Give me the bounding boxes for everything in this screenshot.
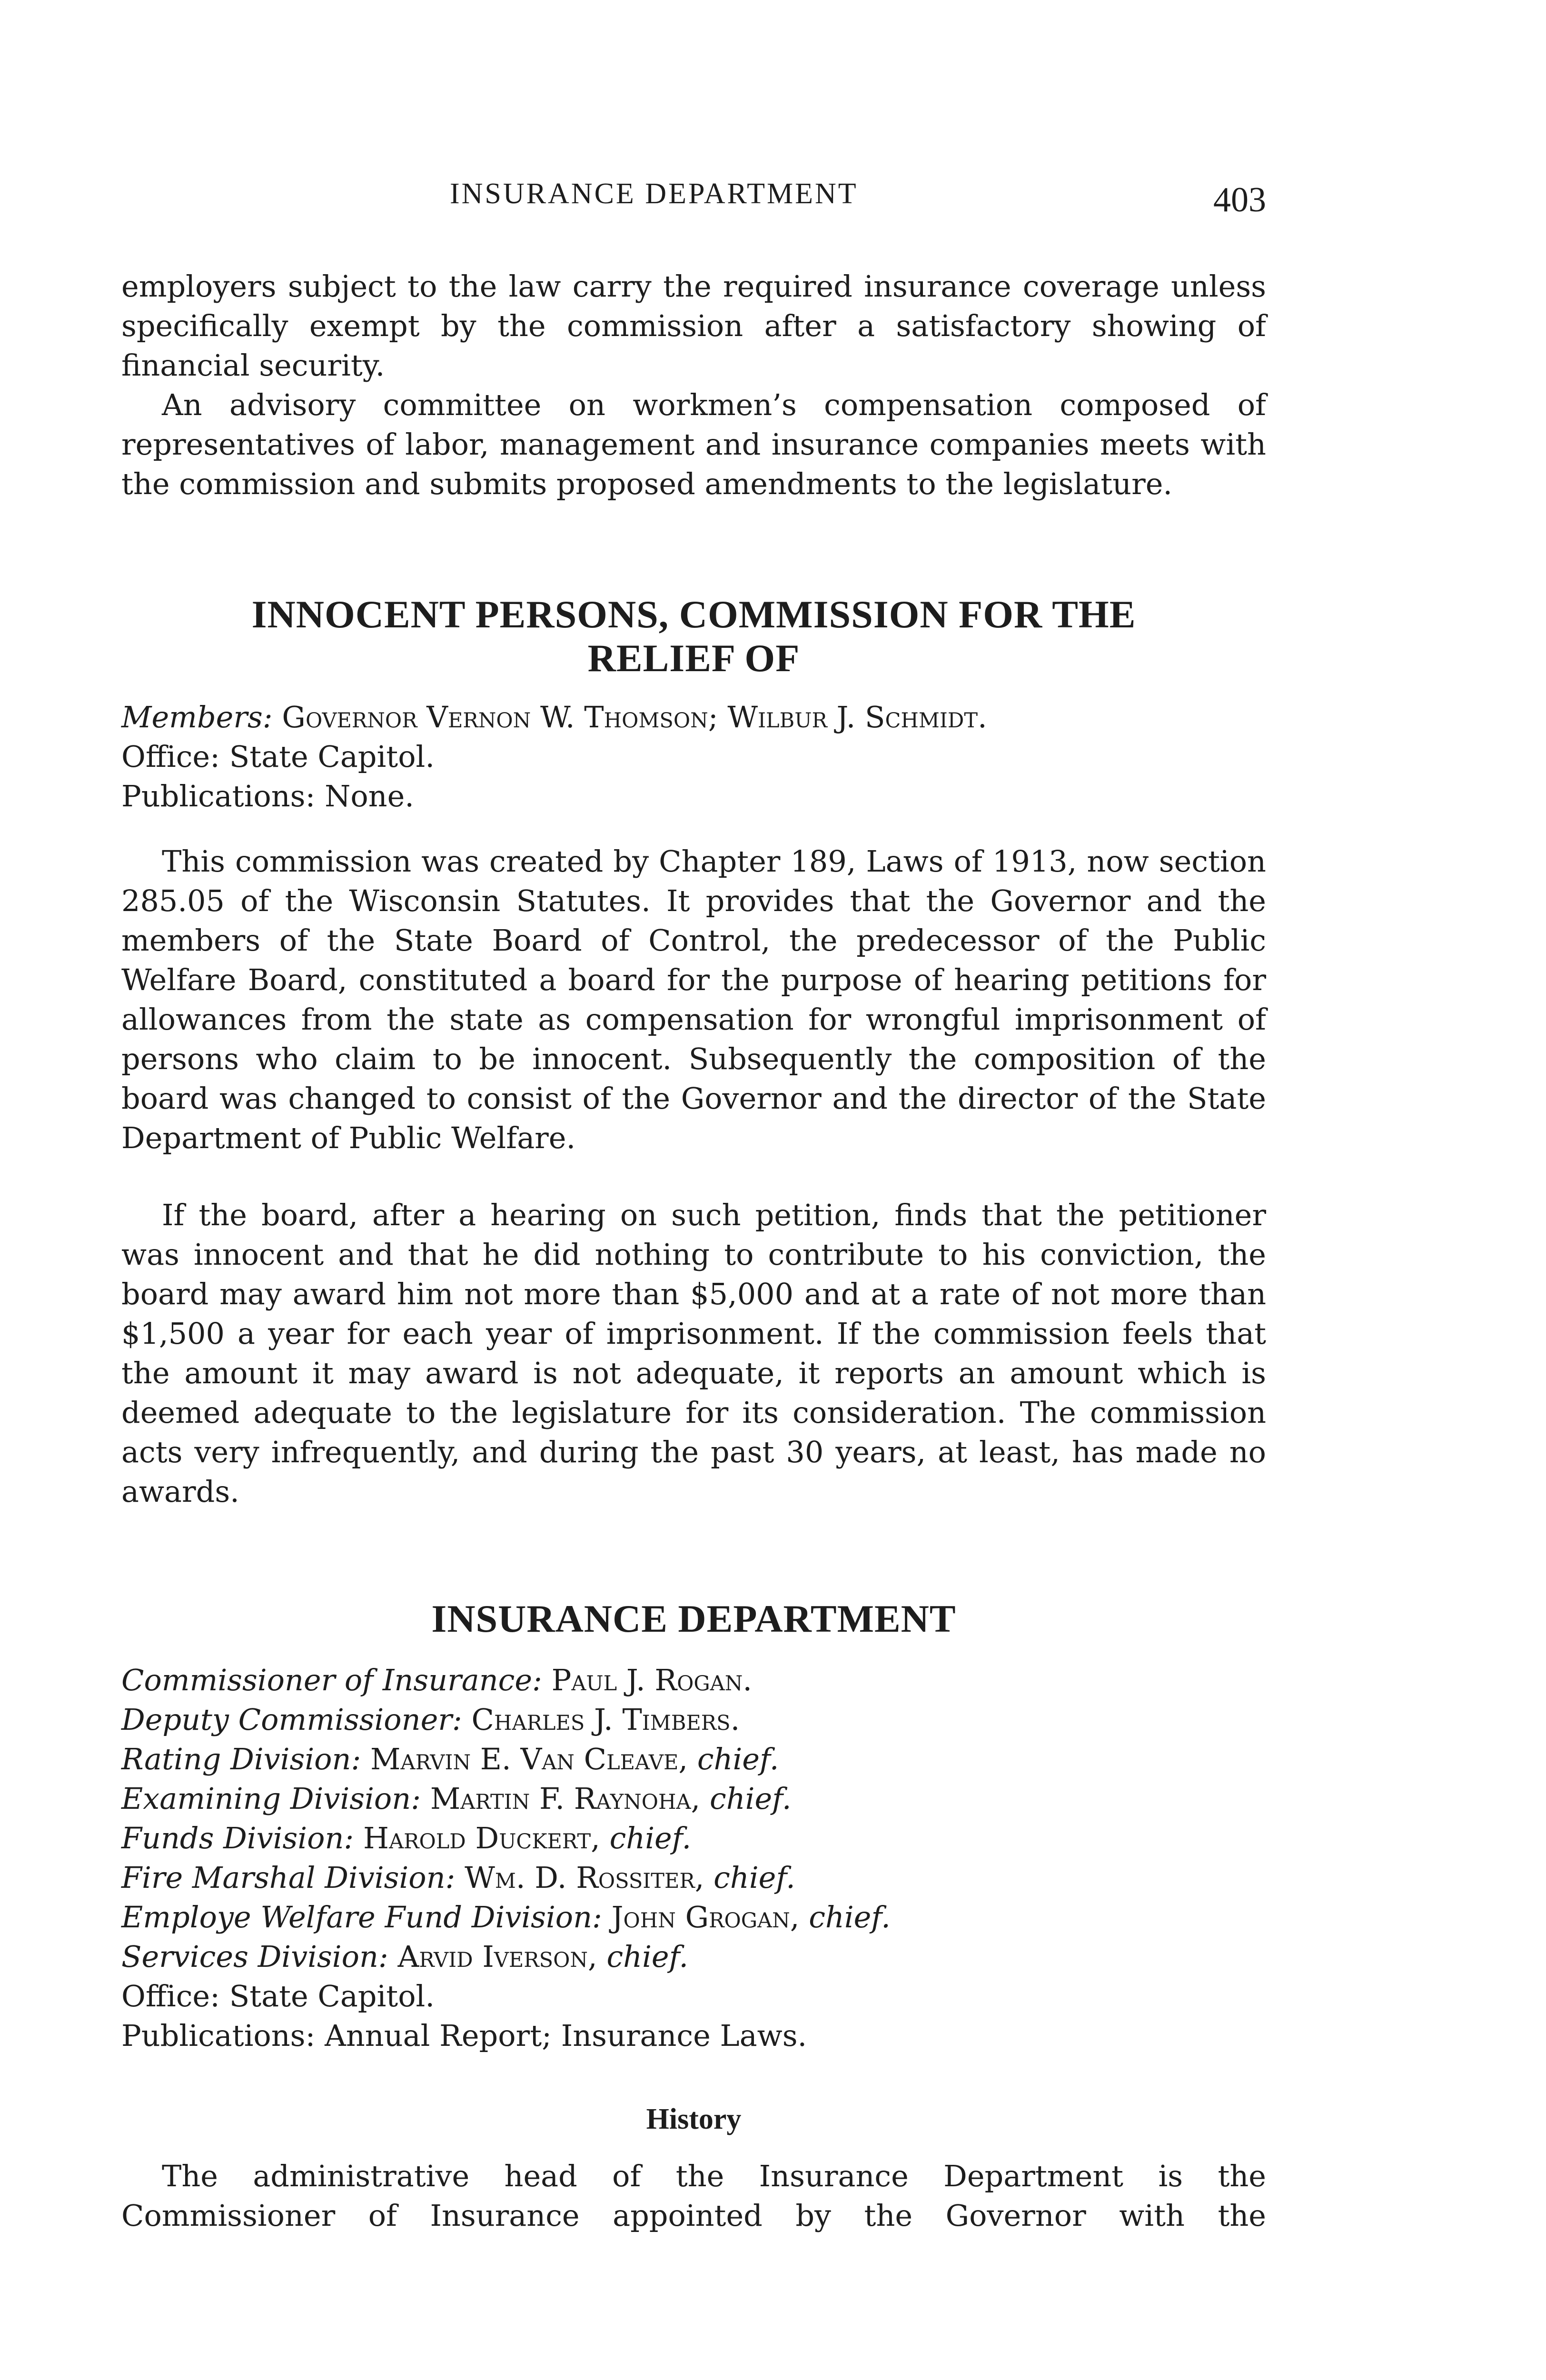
official-line <box>121 1739 1266 1779</box>
official-label: Examining Division: <box>121 1781 421 1816</box>
innocent-paragraph-2: If the board, after a hearing on such petition, finds that the petitioner was innocent and that he did nothing to contribute to his conviction, the board may award him not more than $5,000 and at a rate of not more than $1,500 a year for each year of imprisonment. If the commission feels that the amount it may award is not adequate, it reports an amount which is deemed adequate to the legislature for its consideration. The commission acts very infrequently, and during the past 30 years, at least, has made no awards. <box>121 1198 1266 1509</box>
official-label: Rating Division: <box>121 1742 361 1776</box>
official-name: Charles J. Timbers. <box>471 1702 740 1737</box>
official-suffix: chief. <box>709 1781 792 1816</box>
running-title: INSURANCE DEPARTMENT <box>450 178 858 210</box>
running-head <box>121 177 1266 220</box>
innocent-persons-heading-line-1: INNOCENT PERSONS, COMMISSION FOR THE <box>251 593 1136 636</box>
official-label: Deputy Commissioner: <box>121 1702 462 1737</box>
intro-paragraph-1: employers subject to the law carry the required insurance coverage unless specifically exempt by the commission after a satisfactory showing of financial security. <box>121 269 1266 383</box>
official-name: Paul J. Rogan. <box>551 1663 753 1697</box>
official-line <box>121 1779 1266 1818</box>
members-value: Governor Vernon W. Thomson; Wilbur J. Schmidt. <box>282 700 987 734</box>
history-paragraph: The administrative head of the Insurance Department is the Commissioner of Insurance appointed by the Governor with the <box>121 2159 1266 2233</box>
members-line <box>121 697 1266 737</box>
history-heading: History <box>646 2103 742 2135</box>
innocent-publications-line: Publications: None. <box>121 779 415 813</box>
official-label: Services Division: <box>121 1939 388 1974</box>
intro-paragraph-2: An advisory committee on workmen’s compensation composed of representatives of labor, management and insurance companies meets with the commission and submits proposed amendments to the legislature. <box>121 387 1266 501</box>
official-name: Marvin E. Van Cleave, <box>370 1742 688 1776</box>
official-suffix: chief. <box>606 1939 689 1974</box>
insurance-officials-list <box>121 1660 1266 2055</box>
official-name: Harold Duckert, <box>363 1821 600 1855</box>
official-suffix: chief. <box>714 1860 795 1895</box>
official-label: Funds Division: <box>121 1821 354 1855</box>
official-name: Arvid Iverson, <box>397 1939 597 1974</box>
official-label: Fire Marshal Division: <box>121 1860 456 1895</box>
insurance-office-line: Office: State Capitol. <box>121 1979 435 2013</box>
official-suffix: chief. <box>697 1742 779 1776</box>
official-name: John Grogan, <box>611 1900 800 1934</box>
official-name: Martin F. Raynoha, <box>430 1781 701 1816</box>
official-line <box>121 1858 1266 1897</box>
innocent-office-line: Office: State Capitol. <box>121 739 435 774</box>
official-line <box>121 1818 1266 1858</box>
official-line <box>121 1897 1266 1937</box>
innocent-persons-heading-line-2: RELIEF OF <box>587 636 800 680</box>
official-label: Employe Welfare Fund Division: <box>121 1900 602 1934</box>
official-label: Commissioner of Insurance: <box>121 1663 542 1697</box>
insurance-publications-line: Publications: Annual Report; Insurance Laws. <box>121 2018 807 2053</box>
innocent-persons-details <box>121 697 1266 816</box>
official-line <box>121 1700 1266 1739</box>
members-label: Members: <box>121 700 273 734</box>
official-name: Wm. D. Rossiter, <box>465 1860 704 1895</box>
official-suffix: chief. <box>809 1900 891 1934</box>
innocent-paragraph-1: This commission was created by Chapter 189, Laws of 1913, now section 285.05 of the Wisconsin Statutes. It provides that the Governor and the members of the State Board of Control, the predecessor of the Public Welfare Board, constituted a board for the purpose of hearing petitions for allowances from the state as compensation for wrongful imprisonment of persons who claim to be innocent. Subsequently the composition of the board was changed to consist of the Governor and the director of the State Department of Public Welfare. <box>121 844 1266 1155</box>
official-line <box>121 1660 1266 1700</box>
official-line <box>121 1937 1266 1976</box>
official-suffix: chief. <box>609 1821 692 1855</box>
page-number: 403 <box>1213 180 1266 219</box>
insurance-department-heading: INSURANCE DEPARTMENT <box>431 1597 956 1640</box>
innocent-persons-heading <box>121 593 1266 680</box>
